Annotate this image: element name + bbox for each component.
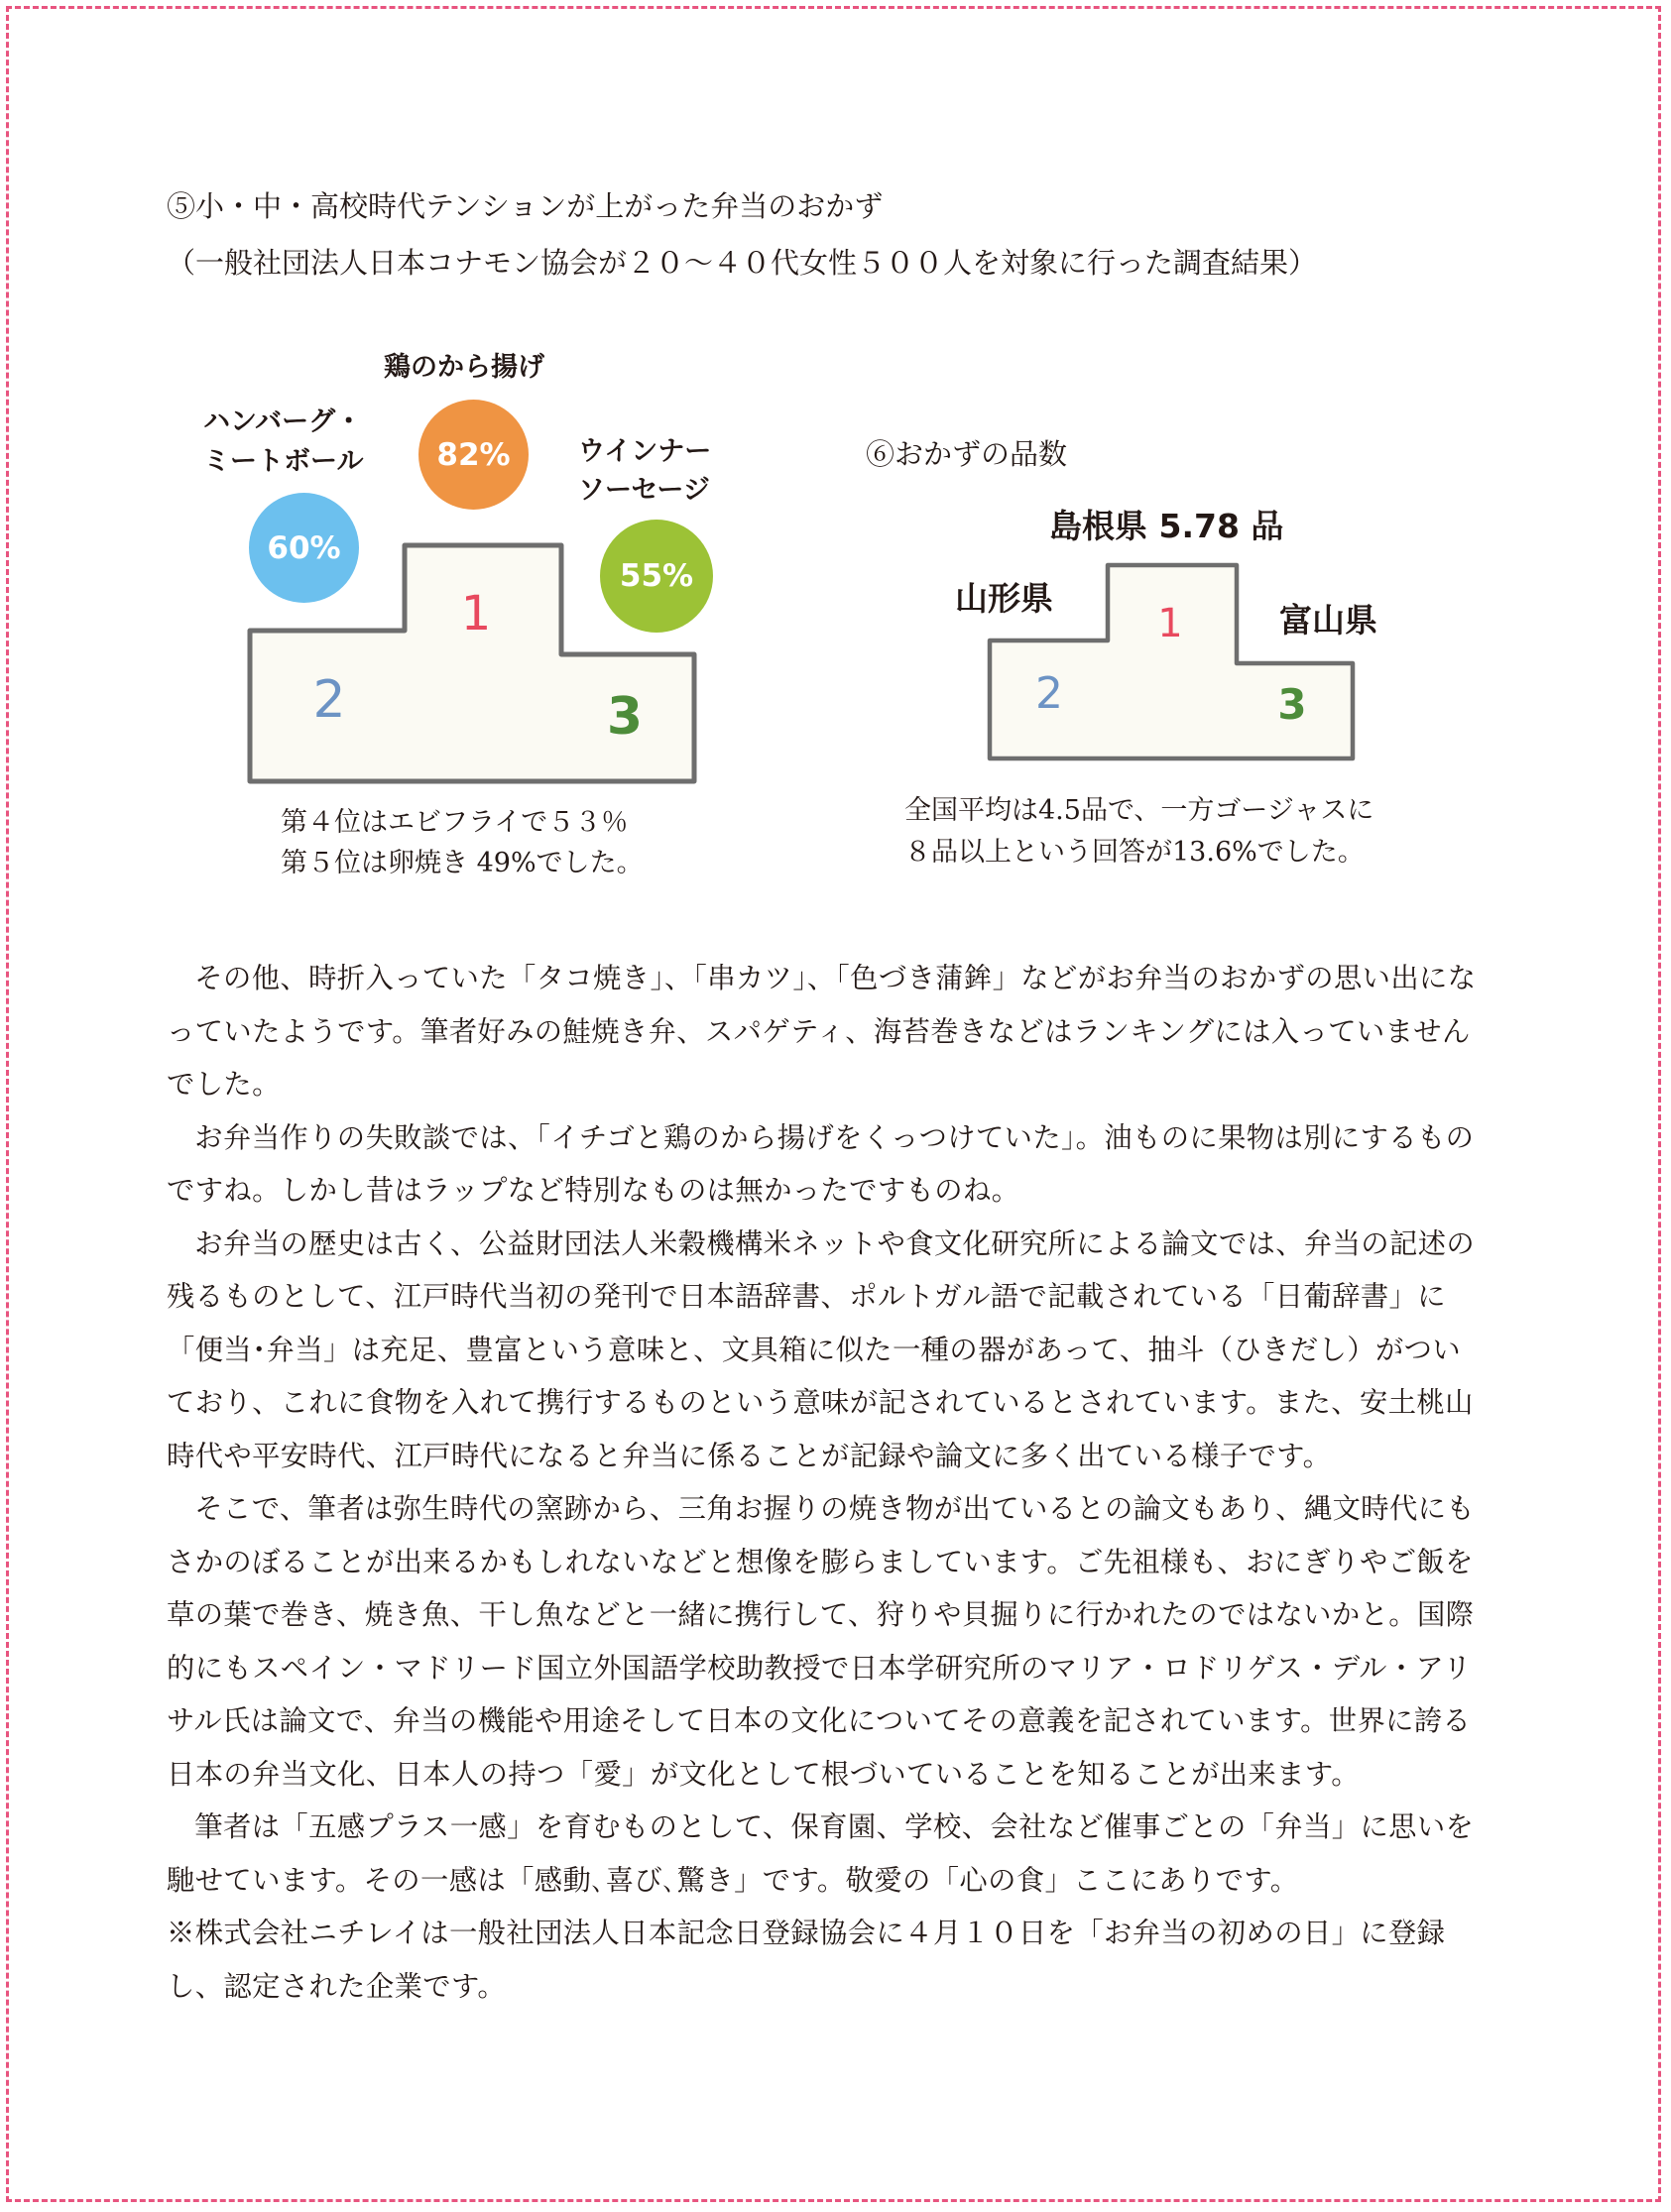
rank3-item-label-line1: ウインナー	[578, 436, 712, 467]
podium-number-2: 2	[1035, 668, 1063, 719]
article-body	[167, 952, 1486, 2013]
rank2-item-label-line2: ミートボール	[203, 446, 364, 477]
rank1-item-label: 鶏のから揚げ	[384, 352, 544, 383]
paragraph-1: その他、時折入っていた「タコ焼き」、「串カツ」、「色づき蒲鉾」などがお弁当のおかずの思い出になっていたようです。筆者好みの鮭焼き弁、スパゲティ、海苔巻きなどはランキングには入っていませんでした。	[167, 962, 1477, 1101]
section5-subheading: （一般社団法人日本コナモン協会が２０～４０代女性５００人を対象に行った調査結果）	[167, 246, 1318, 280]
section6-caption-line1: 全国平均は4.5品で、一方ゴージャスに	[904, 795, 1374, 826]
paragraph-4: そこで、筆者は弥生時代の窯跡から、三角お握りの焼き物が出ているとの論文もあり、縄文時代にもさかのぼることが出来るかもしれないなどと想像を膨らましています。ご先祖様も、おにぎりやご飯を草の葉で巻き、焼き魚、干し魚などと一緒に携行して、狩りや貝掘りに行かれたのではないかと。国際的にもスペイン・マドリード国立外国語学校助教授で日本学研究所のマリア・ロドリゲス・デル・アリサル氏は論文で、弁当の機能や用途そして日本の文化についてその意義を記されています。世界に誇る日本の弁当文化、日本人の持つ「愛」が文化として根づいていることを知ることが出来ます。	[167, 1492, 1476, 1791]
prefecture-rank1-label: 島根県 5.78 品	[1049, 507, 1284, 545]
section6-heading: ⑥おかずの品数	[866, 437, 1068, 471]
footnote: ※株式会社ニチレイは一般社団法人日本記念日登録協会に４月１０日を「お弁当の初めの日」に登録し、認定された企業です。	[167, 1917, 1446, 2003]
section5-caption-line1: 第４位はエビフライで５３％	[281, 807, 629, 838]
rank3-percent-bubble: 55%	[600, 520, 713, 633]
section5-heading: ⑤小・中・高校時代テンションが上がった弁当のおかず	[167, 189, 884, 223]
rank2-percent-bubble: 60%	[249, 493, 359, 603]
prefecture-rank2-label: 山形県	[955, 579, 1053, 618]
paragraph-2: お弁当作りの失敗談では、「イチゴと鶏のから揚げをくっつけていた」。油ものに果物は別にするものですね。しかし昔はラップなど特別なものは無かったですものね。	[167, 1120, 1475, 1207]
prefecture-rank3-label: 富山県	[1279, 601, 1377, 640]
podium-number-3: 3	[606, 687, 644, 747]
podium-number-1: 1	[460, 586, 492, 641]
paragraph-3: お弁当の歴史は古く、公益財団法人米穀機構米ネットや食文化研究所による論文では、弁当の記述の残るものとして、江戸時代当初の発刊で日本語辞書、ポルトガル語で記載されている「日葡辞書」に「便当･弁当」は充足、豊富という意味と、文具箱に似た一種の器があって、抽斗（ひきだし）がついており、これに食物を入れて携行するものという意味が記されているとされています。また、安土桃山時代や平安時代、江戸時代になると弁当に係ることが記録や論文に多く出ている様子です。	[167, 1226, 1476, 1472]
podium-number-1: 1	[1157, 601, 1183, 646]
podium-number-3: 3	[1277, 680, 1307, 729]
podium-number-2: 2	[312, 670, 346, 730]
paragraph-5: 筆者は「五感プラス一感」を育むものとして、保育園、学校、会社など催事ごとの「弁当」に思いを馳せています。その一感は「感動､喜び､驚き」です。敬愛の「心の食」ここにありです。	[167, 1810, 1475, 1897]
rank2-item-label-line1: ハンバーグ・	[203, 407, 363, 437]
rank3-item-label-line2: ソーセージ	[578, 475, 710, 506]
rank1-percent-bubble: 82%	[418, 400, 529, 510]
section6-caption-line2: ８品以上という回答が13.6%でした。	[904, 837, 1365, 868]
section5-caption-line2: 第５位は卵焼き 49%でした。	[281, 848, 644, 878]
